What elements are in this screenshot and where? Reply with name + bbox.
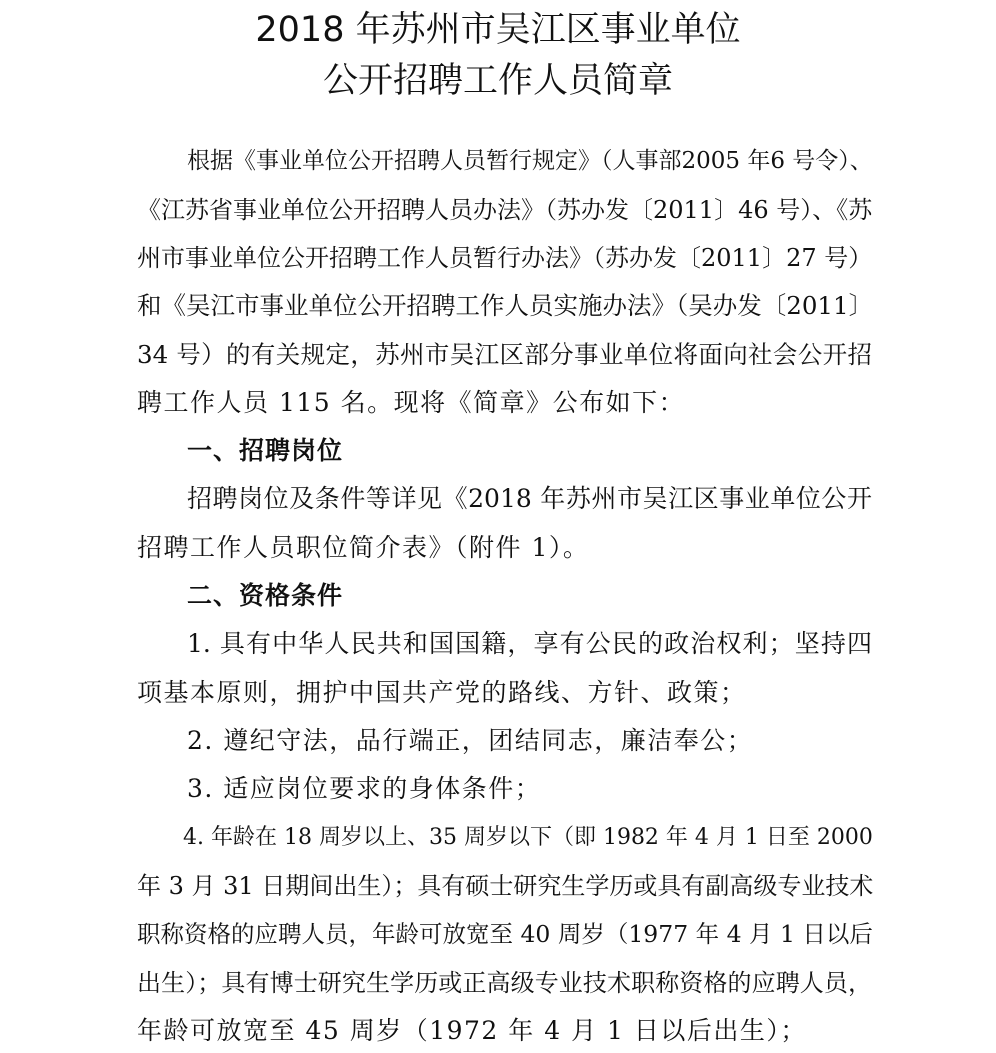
qualification-item-1-line-1: 1. 具有中华人民共和国国籍，享有公民的政治权利；坚持四	[187, 629, 872, 658]
qualification-item-2: 2. 遵纪守法，品行端正，团结同志，廉洁奉公；	[187, 726, 754, 755]
intro-line-4: 和《吴江市事业单位公开招聘工作人员实施办法》（吴办发〔2011〕	[137, 291, 874, 320]
document-title-line-1: 2018 年苏州市吴江区事业单位	[255, 10, 741, 50]
qualification-item-4-line-5: 年龄可放宽至 45 周岁（1972 年 4 月 1 日以后出生）；	[137, 1016, 807, 1045]
qualification-item-1-line-2: 项基本原则，拥护中国共产党的路线、方针、政策；	[137, 678, 747, 707]
intro-line-5: 34 号）的有关规定，苏州市吴江区部分事业单位将面向社会公开招	[137, 340, 872, 369]
intro-line-3: 州市事业单位公开招聘工作人员暂行办法》（苏办发〔2011〕27 号）	[137, 244, 873, 272]
document-title-line-2: 公开招聘工作人员简章	[322, 61, 673, 101]
intro-line-1: 根据《事业单位公开招聘人员暂行规定》（人事部2005 年6 号令）、	[187, 148, 873, 174]
section-heading-qualifications: 二、资格条件	[187, 581, 344, 610]
intro-line-6: 聘工作人员 115 名。现将《简章》公布如下：	[137, 388, 686, 417]
qualification-item-4-line-1: 4. 年龄在 18 周岁以上、35 周岁以下（即 1982 年 4 月 1 日至 2000	[183, 825, 873, 850]
positions-line-1: 招聘岗位及条件等详见《2018 年苏州市吴江区事业单位公开	[187, 484, 872, 513]
qualification-item-4-line-4: 出生）；具有博士研究生学历或正高级专业技术职称资格的应聘人员，	[137, 969, 872, 997]
section-heading-positions: 一、招聘岗位	[187, 436, 344, 465]
positions-line-2: 招聘工作人员职位简介表》（附件 1）。	[137, 533, 590, 562]
intro-line-2: 《江苏省事业单位公开招聘人员办法》（苏办发〔2011〕46 号）、《苏	[137, 196, 873, 224]
qualification-item-4-line-2: 年 3 月 31 日期间出生）；具有硕士研究生学历或具有副高级专业技术	[137, 872, 874, 900]
qualification-item-3: 3. 适应岗位要求的身体条件；	[187, 774, 542, 803]
qualification-item-4-line-3: 职称资格的应聘人员，年龄可放宽至 40 周岁（1977 年 4 月 1 日以后	[137, 920, 873, 948]
